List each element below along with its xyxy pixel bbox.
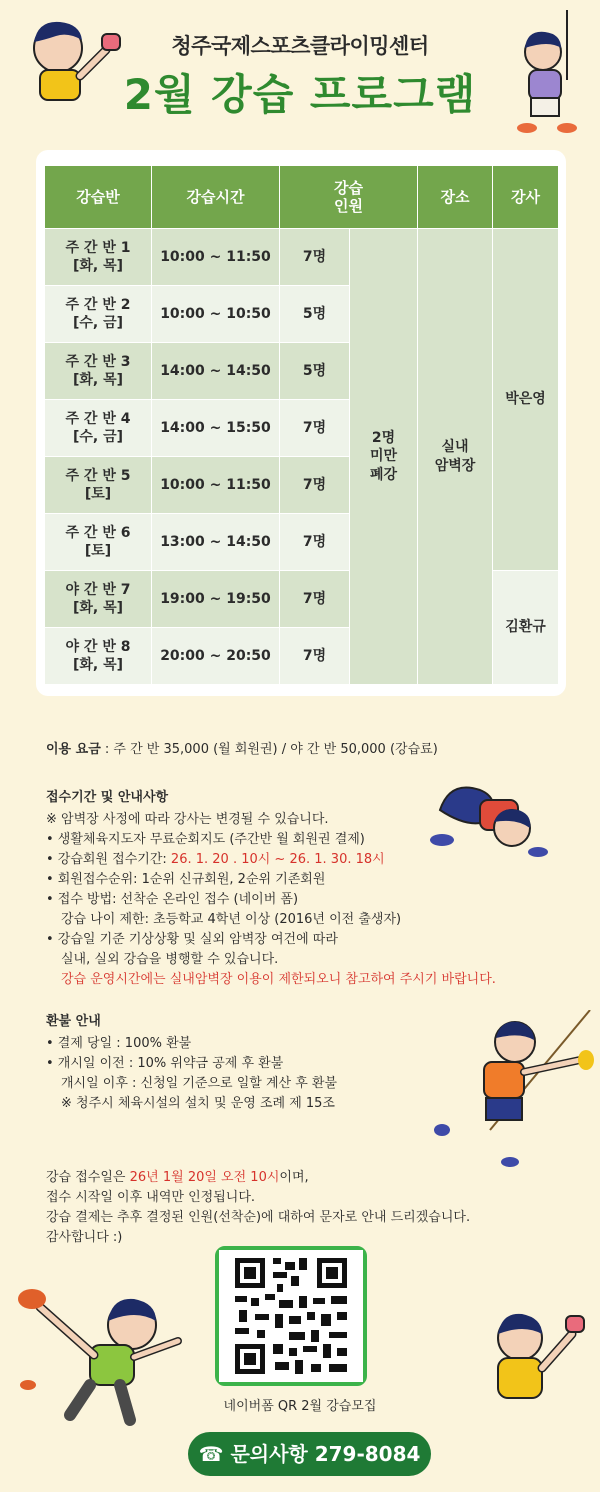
closing-line-3: 강습 결제는 추후 결정된 인원(선착순)에 대하여 문자로 안내 드리겠습니다.: [46, 1210, 471, 1225]
contact-text: ☎ 문의사항 279-8084: [198, 1442, 421, 1466]
climber-character-bottom-right: [480, 1300, 590, 1410]
refund-line-4: ※ 청주시 체육시설의 설치 및 운영 조례 제 15조: [61, 1096, 335, 1111]
fees-section: [46, 740, 566, 760]
class-capacity: 7명: [280, 400, 350, 457]
class-name: 야 간 반 8: [65, 638, 131, 655]
refund-line-3: 개시일 이후 : 신청일 기준으로 일할 계산 후 환불: [61, 1076, 338, 1091]
class-capacity: 7명: [280, 571, 350, 628]
class-capacity: 7명: [280, 628, 350, 685]
fees-text: : 주 간 반 35,000 (월 회원권) / 야 간 반 50,000 (강습료): [100, 742, 438, 757]
closing-line-4: 감사합니다 :): [46, 1230, 123, 1245]
class-name-cell: [45, 628, 152, 685]
registration-age-limit: 강습 나이 제한: 초등학교 4학년 이상 (2016년 이전 출생자): [61, 912, 402, 927]
location-cell: [418, 229, 493, 685]
class-days: [토]: [84, 543, 112, 559]
class-name: 주 간 반 1: [65, 239, 131, 256]
refund-line-1: • 결제 당일 : 100% 환불: [46, 1036, 192, 1051]
climber-character-hanging: [430, 1010, 595, 1175]
class-days: [화, 목]: [72, 258, 124, 274]
closing-line-1-c: 이며,: [279, 1170, 309, 1185]
climber-character-top-left: [18, 10, 128, 105]
schedule-table: [44, 165, 559, 685]
fees-label: 이용 요금: [46, 742, 101, 757]
header-class: 강습반: [45, 166, 152, 229]
closing-section: [46, 1168, 566, 1248]
contact-button[interactable]: [188, 1432, 431, 1476]
header-time: 강습시간: [152, 166, 280, 229]
class-name-cell: [45, 343, 152, 400]
class-name: 주 간 반 4: [65, 410, 131, 427]
closing-date: 26년 1월 20일 오전 10시: [129, 1170, 280, 1185]
header-capacity: [280, 166, 418, 229]
registration-method: • 접수 방법: 선착순 온라인 접수 (네이버 폼): [46, 892, 299, 907]
class-name: 주 간 반 5: [65, 467, 131, 484]
class-name-cell: [45, 229, 152, 286]
registration-period-value: 26. 1. 20 . 10시 ~ 26. 1. 30. 18시: [170, 852, 385, 867]
class-time: 10:00 ~ 11:50: [152, 229, 280, 286]
location-text: 실내 암벽장: [434, 439, 476, 474]
qr-code-pattern: [219, 1250, 363, 1382]
refund-line-2: • 개시일 이전 : 10% 위약금 공제 후 환불: [46, 1056, 284, 1071]
class-days: [화, 목]: [72, 600, 124, 616]
class-days: [토]: [84, 486, 112, 502]
registration-note: ※ 암벽장 사정에 따라 강사는 변경될 수 있습니다.: [46, 812, 329, 827]
registration-warning: 강습 운영시간에는 실내암벽장 이용이 제한되오니 참고하여 주시기 바랍니다.: [61, 972, 496, 987]
climber-character-crawling: [420, 770, 550, 865]
registration-period-label: • 강습회원 접수기간:: [46, 852, 171, 867]
class-days: [수, 금]: [72, 315, 124, 331]
class-time: 14:00 ~ 14:50: [152, 343, 280, 400]
class-name: 주 간 반 3: [65, 353, 131, 370]
header-capacity-label: 강습 인원: [334, 179, 363, 215]
class-time: 10:00 ~ 11:50: [152, 457, 280, 514]
class-time: 14:00 ~ 15:50: [152, 400, 280, 457]
class-name-cell: [45, 514, 152, 571]
qr-caption: 네이버폼 QR 2월 강습모집: [223, 1399, 377, 1414]
page-title: 2월 강습 프로그램: [123, 70, 477, 119]
registration-weather-2: 실내, 실외 강습을 병행할 수 있습니다.: [61, 952, 279, 967]
class-capacity: 5명: [280, 343, 350, 400]
center-name: 청주국제스포츠클라이밍센터: [171, 34, 429, 58]
class-days: [수, 금]: [72, 429, 124, 445]
class-name-cell: [45, 400, 152, 457]
class-days: [화, 목]: [72, 372, 124, 388]
header-location: 장소: [418, 166, 493, 229]
registration-free-guidance: • 생활체육지도자 무료순회지도 (주간반 월 회원권 결제): [46, 832, 365, 847]
climber-character-top-right: [505, 10, 595, 135]
class-name-cell: [45, 286, 152, 343]
closure-note: [350, 229, 418, 685]
class-time: 10:00 ~ 10:50: [152, 286, 280, 343]
registration-priority: • 회원접수순위: 1순위 신규회원, 2순위 기존회원: [46, 872, 326, 887]
class-capacity: 7명: [280, 457, 350, 514]
class-name: 주 간 반 2: [65, 296, 131, 313]
instructor-day: 박은영: [493, 229, 559, 571]
class-capacity: 7명: [280, 514, 350, 571]
instructor-night: 김환규: [493, 571, 559, 685]
schedule-card: [36, 150, 566, 696]
class-name: 주 간 반 6: [65, 524, 131, 541]
closing-line-2: 접수 시작일 이후 내역만 인정됩니다.: [46, 1190, 256, 1205]
class-name-cell: [45, 571, 152, 628]
closing-line-1-a: 강습 접수일은: [46, 1170, 130, 1185]
class-name-cell: [45, 457, 152, 514]
class-capacity: 5명: [280, 286, 350, 343]
header-instructor: 강사: [493, 166, 559, 229]
class-time: 20:00 ~ 20:50: [152, 628, 280, 685]
climber-character-bottom-left: [10, 1285, 195, 1430]
class-time: 19:00 ~ 19:50: [152, 571, 280, 628]
refund-heading: 환불 안내: [46, 1014, 101, 1029]
registration-weather-1: • 강습일 기준 기상상황 및 실외 암벽장 여건에 따라: [46, 932, 338, 947]
class-capacity: 7명: [280, 229, 350, 286]
class-time: 13:00 ~ 14:50: [152, 514, 280, 571]
registration-heading: 접수기간 및 안내사항: [46, 790, 169, 805]
closure-note-text: 2명 미만 폐강: [369, 430, 398, 483]
qr-code[interactable]: [215, 1246, 367, 1386]
class-name: 야 간 반 7: [65, 581, 131, 598]
class-days: [화, 목]: [72, 657, 124, 673]
